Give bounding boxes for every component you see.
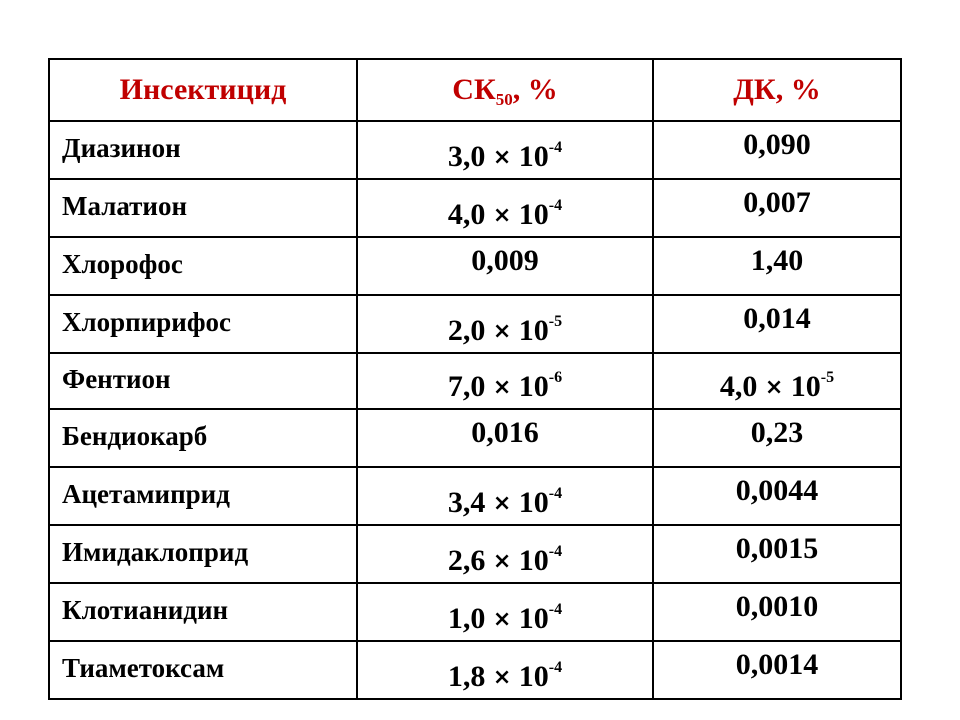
dk-value: 0,014: [653, 295, 901, 353]
dk-value: 0,23: [653, 409, 901, 467]
ck50-value-mantissa: 1,0: [447, 602, 486, 635]
ck50-value: [357, 179, 653, 237]
insecticide-name: Клотианидин: [49, 583, 357, 641]
table-row: [49, 353, 901, 409]
ck50-value: [357, 353, 653, 409]
table-row: [49, 525, 901, 583]
ck50-value-base-ten: 10: [511, 486, 549, 519]
dk-value: 0,0015: [653, 525, 901, 583]
insecticide-name: Диазинон: [49, 121, 357, 179]
insecticide-table: [48, 58, 902, 700]
ck50-value: [357, 467, 653, 525]
table-row: [49, 409, 901, 467]
table-row: [49, 121, 901, 179]
ck50-value-mantissa: 3,0: [447, 140, 486, 173]
ck50-value-exponent: -6: [548, 369, 563, 386]
insecticide-name: Фентион: [49, 353, 357, 409]
dk-value: 1,40: [653, 237, 901, 295]
ck50-value-mantissa: 2,6: [447, 544, 486, 577]
ck50-value-base-ten: 10: [511, 602, 549, 635]
ck50-value-base-ten: 10: [511, 314, 549, 347]
table-row: [49, 179, 901, 237]
ck50-value-base-ten: 10: [511, 370, 549, 403]
multiply-sign: ×: [492, 203, 512, 228]
header-dk: ДК, %: [653, 59, 901, 121]
multiply-sign: ×: [492, 665, 512, 690]
table-row: [49, 641, 901, 699]
multiply-sign: ×: [492, 549, 512, 574]
insecticide-name: Хлорпирифос: [49, 295, 357, 353]
ck50-value-exponent: -4: [548, 543, 563, 560]
multiply-sign: ×: [492, 145, 512, 170]
ck50-value-exponent: -4: [548, 485, 563, 502]
ck50-value: 0,009: [357, 237, 653, 295]
header-ck-subscript: 50: [495, 90, 513, 109]
ck50-value-exponent: -4: [548, 601, 563, 618]
dk-value-exponent: -5: [820, 369, 835, 386]
insecticide-name: Хлорофос: [49, 237, 357, 295]
dk-value-base-ten: 10: [783, 370, 821, 403]
multiply-sign: ×: [492, 607, 512, 632]
header-ck-suffix: , %: [512, 73, 558, 106]
multiply-sign: ×: [764, 375, 784, 400]
ck50-value: [357, 121, 653, 179]
dk-value-mantissa: 4,0: [719, 370, 758, 403]
ck50-value-base-ten: 10: [511, 198, 549, 231]
ck50-value-mantissa: 2,0: [447, 314, 486, 347]
dk-value: 0,0044: [653, 467, 901, 525]
ck50-value-exponent: -4: [548, 139, 563, 156]
dk-value: 0,0010: [653, 583, 901, 641]
header-ck50: [357, 59, 653, 121]
ck50-value-exponent: -4: [548, 197, 563, 214]
ck50-value-exponent: -4: [548, 659, 563, 676]
ck50-value-base-ten: 10: [511, 140, 549, 173]
header-row: [49, 59, 901, 121]
insecticide-name: Имидаклоприд: [49, 525, 357, 583]
table-row: [49, 467, 901, 525]
multiply-sign: ×: [492, 491, 512, 516]
data-table-container: [48, 58, 900, 700]
multiply-sign: ×: [492, 319, 512, 344]
table-row: [49, 295, 901, 353]
insecticide-name: Бендиокарб: [49, 409, 357, 467]
dk-value: [653, 353, 901, 409]
dk-value: 0,0014: [653, 641, 901, 699]
insecticide-name: Малатион: [49, 179, 357, 237]
ck50-value-mantissa: 1,8: [447, 660, 486, 693]
header-ck-main: СК: [452, 73, 496, 106]
ck50-value: [357, 295, 653, 353]
ck50-value: [357, 525, 653, 583]
ck50-value-mantissa: 7,0: [447, 370, 486, 403]
table-header: [49, 59, 901, 121]
ck50-value-mantissa: 4,0: [447, 198, 486, 231]
ck50-value-base-ten: 10: [511, 660, 549, 693]
ck50-value: [357, 641, 653, 699]
table-row: [49, 583, 901, 641]
dk-value: 0,090: [653, 121, 901, 179]
ck50-value: 0,016: [357, 409, 653, 467]
insecticide-name: Тиаметоксам: [49, 641, 357, 699]
multiply-sign: ×: [492, 375, 512, 400]
table-row: [49, 237, 901, 295]
dk-value: 0,007: [653, 179, 901, 237]
ck50-value-exponent: -5: [548, 313, 563, 330]
insecticide-name: Ацетамиприд: [49, 467, 357, 525]
table-body: [49, 121, 901, 699]
ck50-value-base-ten: 10: [511, 544, 549, 577]
header-insecticide: Инсектицид: [49, 59, 357, 121]
ck50-value-mantissa: 3,4: [447, 486, 486, 519]
ck50-value: [357, 583, 653, 641]
